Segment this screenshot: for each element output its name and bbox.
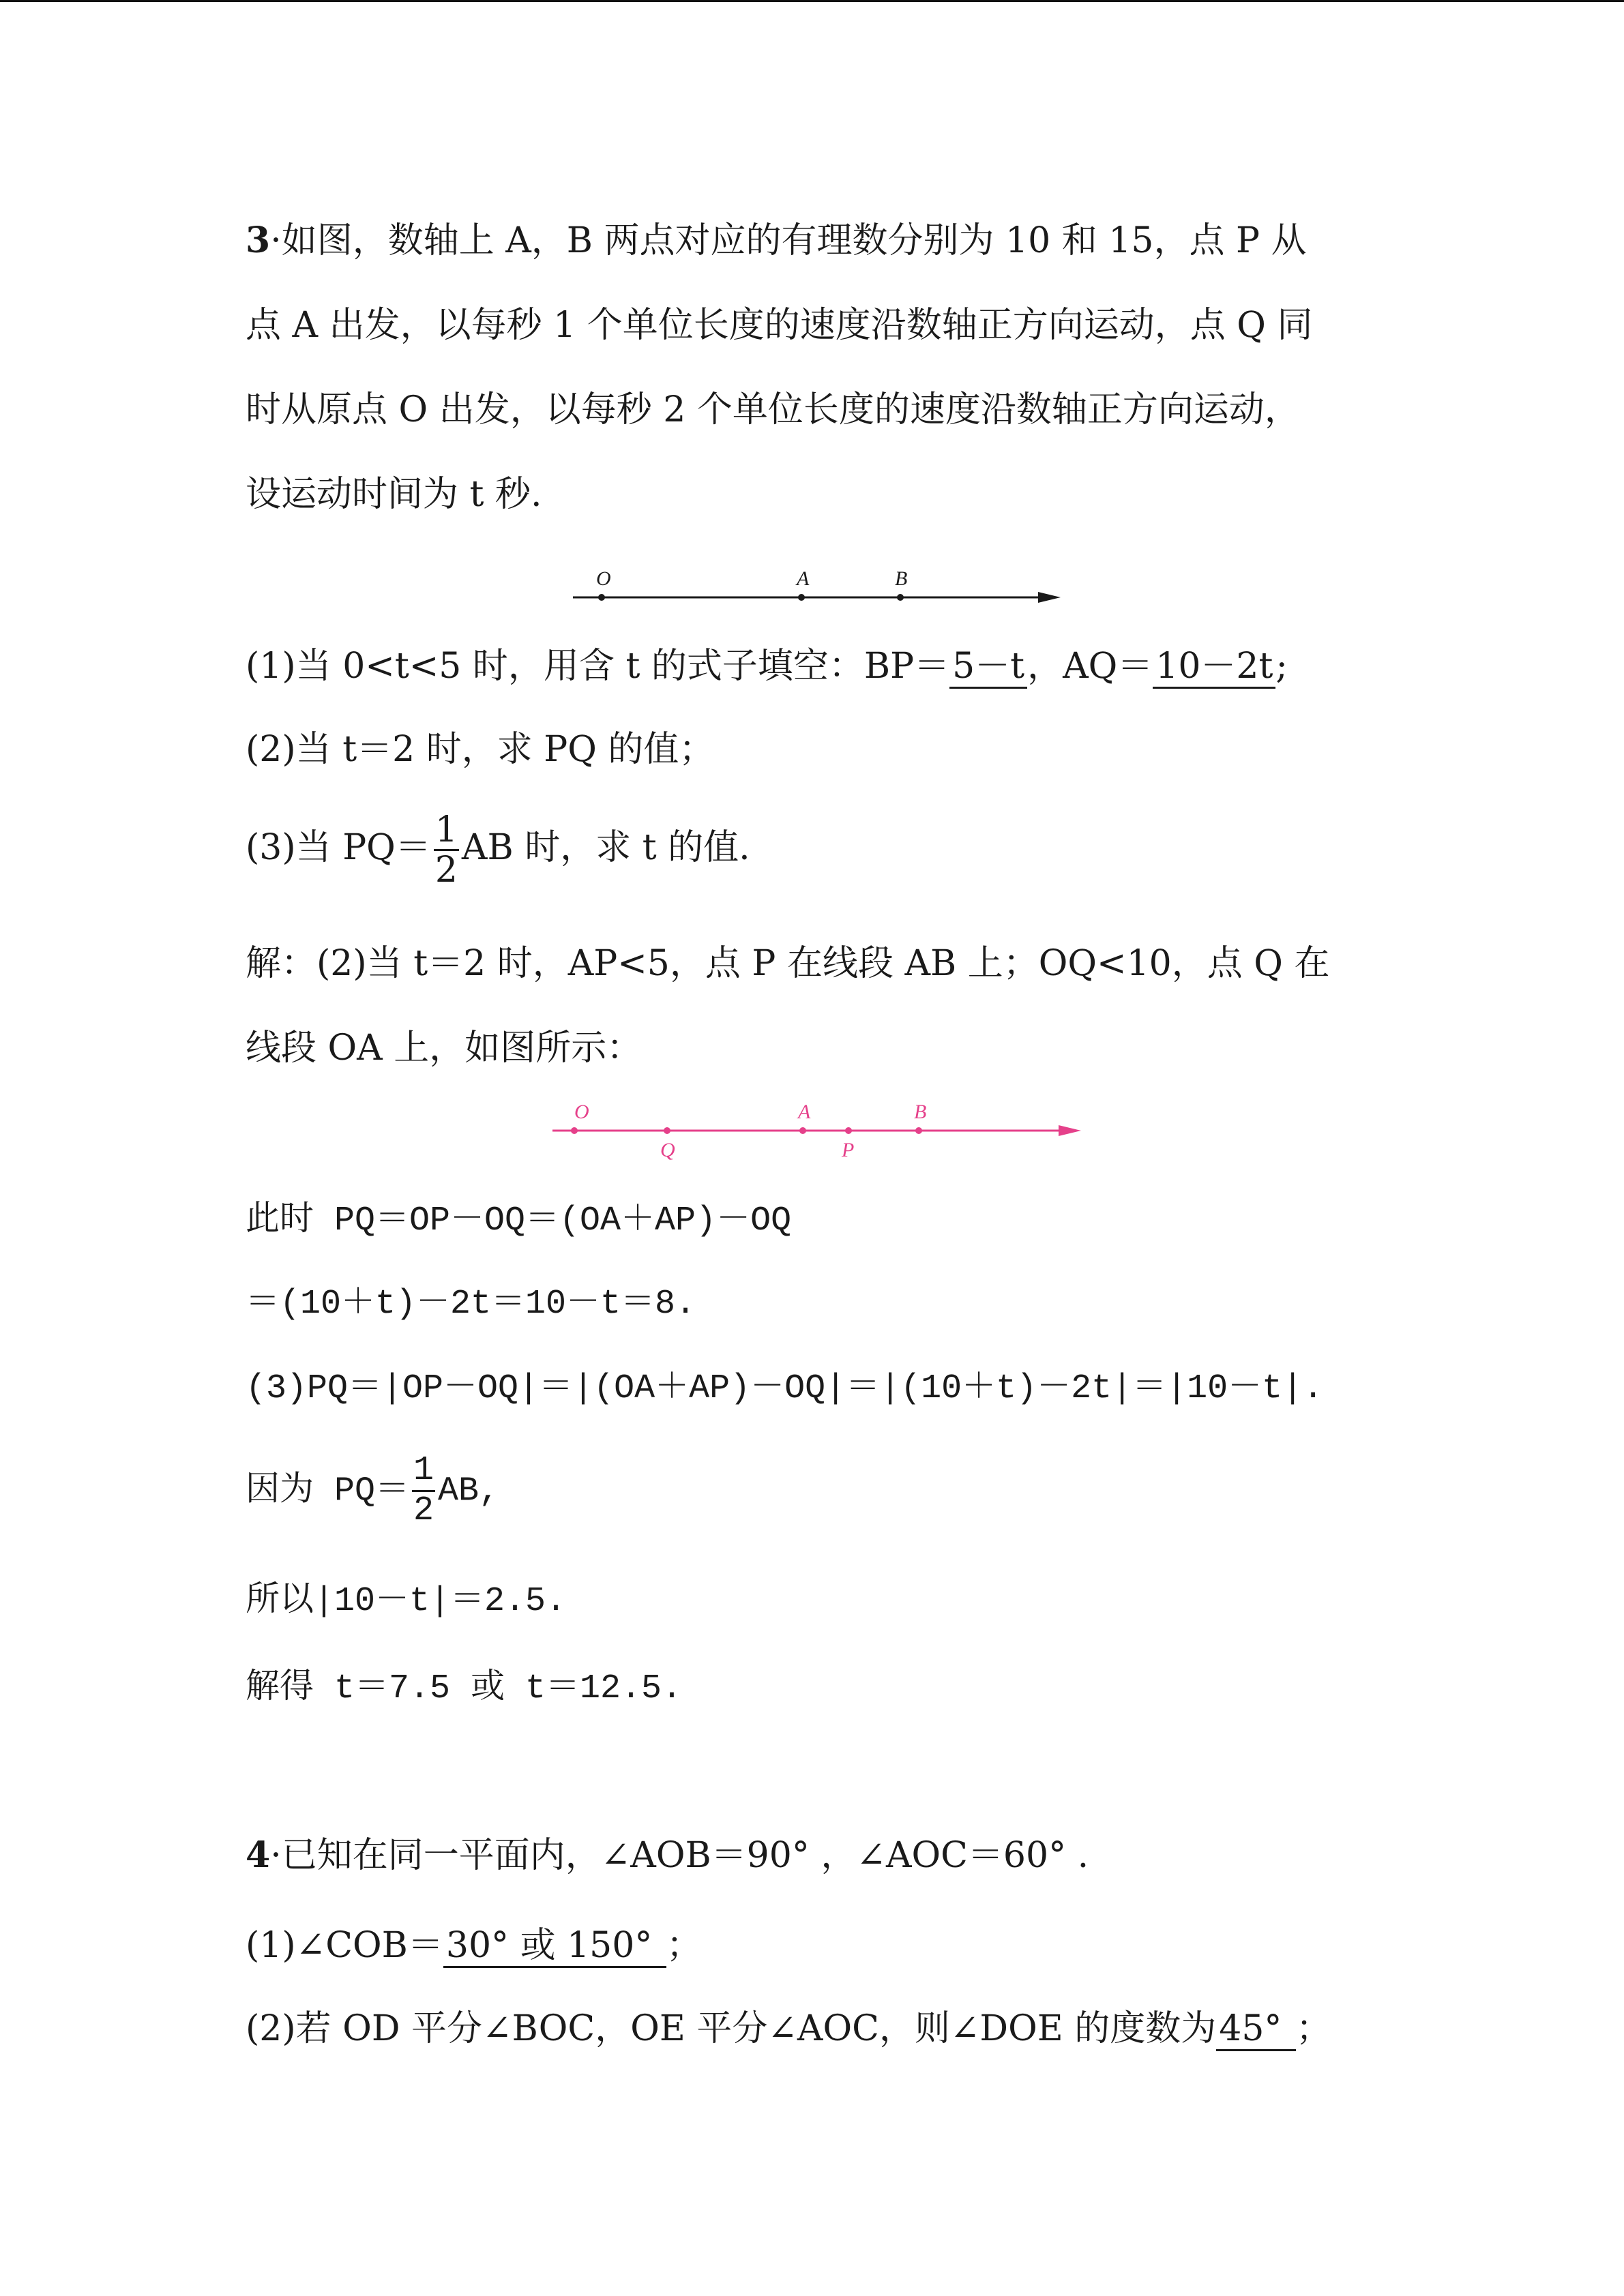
- fraction-denominator: 2: [434, 850, 458, 891]
- number-line-1: [573, 565, 1064, 606]
- q4-part-1-prefix: (1)∠COB＝: [246, 1925, 443, 1966]
- q3-number: 3: [246, 220, 271, 261]
- axis1-label-a: A: [797, 567, 810, 590]
- axis1-point-b: [897, 594, 904, 601]
- q3-answer-aq: 10－2t: [1153, 646, 1275, 689]
- axis1-label-b: B: [895, 567, 908, 590]
- q3-calc-line-3: (3)PQ＝|OP－OQ|＝|(OA＋AP)－OQ|＝|(10＋t)－2t|＝|10－t|.: [246, 1369, 1324, 1408]
- q3-part-3-suffix: AB 时，求 t 的值.: [461, 827, 750, 868]
- axis2-label-a: A: [798, 1101, 811, 1123]
- axis1-point-a: [798, 594, 805, 601]
- q3-intro-line-3: 时从原点 O 出发，以每秒 2 个单位长度的速度沿数轴正方向运动，: [246, 389, 1300, 430]
- q3-fraction-half: [434, 811, 459, 889]
- fraction-denominator: 2: [413, 1491, 434, 1530]
- axis2-label-b: B: [914, 1101, 927, 1123]
- q3-calc-line-1: 此时 PQ＝OP－OQ＝(OA＋AP)－OQ: [246, 1202, 792, 1240]
- q4-part-2-end: ；: [1295, 2008, 1331, 2049]
- number-line-2: [546, 1097, 1084, 1172]
- axis2-label-q: Q: [660, 1139, 675, 1161]
- q4-part-1: [246, 1924, 702, 1967]
- axis2-point-a: [799, 1127, 806, 1134]
- axis1-label-o: O: [596, 567, 611, 590]
- q4-answer-cob: 30° 或 150°: [443, 1925, 666, 1968]
- axis2-label-o: O: [574, 1101, 589, 1123]
- q4-part-2-prefix: (2)若 OD 平分∠BOC，OE 平分∠AOC，则∠DOE 的度数为: [246, 2008, 1217, 2049]
- q3-calc-line-2: ＝(10＋t)－2t＝10－t＝8.: [246, 1285, 696, 1324]
- q3-solution-line-2: 线段 OA 上，如图所示：: [246, 1028, 643, 1069]
- q3-part-2: (2)当 t＝2 时，求 PQ 的值；: [246, 729, 715, 770]
- q4-number: 4: [246, 1834, 271, 1876]
- q3-calc-4-prefix: 因为 PQ＝: [246, 1472, 410, 1511]
- q3-calc-4-suffix: AB,: [438, 1472, 500, 1511]
- q3-intro-line-1: [246, 219, 1307, 263]
- q3-part-1-middle: ，AQ＝: [1027, 646, 1153, 687]
- fraction-numerator: 1: [434, 809, 458, 850]
- q3-part-1: [246, 644, 1288, 688]
- q3-calc-line-5: 所以|10－t|＝2.5.: [246, 1582, 567, 1621]
- q3-intro-text-1: ·如图，数轴上 A，B 两点对应的有理数分别为 10 和 15，点 P 从: [270, 220, 1307, 261]
- q3-intro-line-2: 点 A 出发，以每秒 1 个单位长度的速度沿数轴正方向运动，点 Q 同: [246, 305, 1313, 346]
- q3-part-3: [246, 811, 750, 889]
- axis2-point-q: [664, 1127, 670, 1134]
- q3-calc-line-4: [246, 1452, 499, 1530]
- axis1-point-o: [598, 594, 605, 601]
- axis2-label-p: P: [842, 1139, 855, 1161]
- q3-part-3-prefix: (3)当 PQ＝: [246, 827, 431, 868]
- fraction-numerator: 1: [412, 1452, 435, 1492]
- q3-part-1-prefix: (1)当 0<t<5 时，用含 t 的式子填空：BP＝: [246, 646, 950, 687]
- q4-intro-text: ·已知在同一平面内，∠AOB＝90° ，∠AOC＝60° .: [270, 1835, 1089, 1876]
- q3-part-1-end: ;: [1275, 646, 1288, 687]
- q4-part-2: [246, 2007, 1331, 2051]
- q4-part-1-end: ；: [666, 1925, 702, 1966]
- q3-answer-bp: 5－t: [949, 646, 1027, 689]
- axis2-point-o: [571, 1127, 578, 1134]
- q3-solution-line-1: 解：(2)当 t＝2 时，AP<5，点 P 在线段 AB 上；OQ<10，点 Q 在: [246, 943, 1330, 984]
- axis2-point-p: [845, 1127, 852, 1134]
- axis2-point-b: [915, 1127, 922, 1134]
- q4-answer-doe: 45°: [1216, 2008, 1296, 2051]
- q3-calc-fraction-half: [412, 1452, 435, 1530]
- q3-intro-line-4: 设运动时间为 t 秒.: [246, 474, 542, 515]
- q4-intro: [246, 1834, 1089, 1877]
- q3-calc-line-6: 解得 t＝7.5 或 t＝12.5.: [246, 1669, 683, 1708]
